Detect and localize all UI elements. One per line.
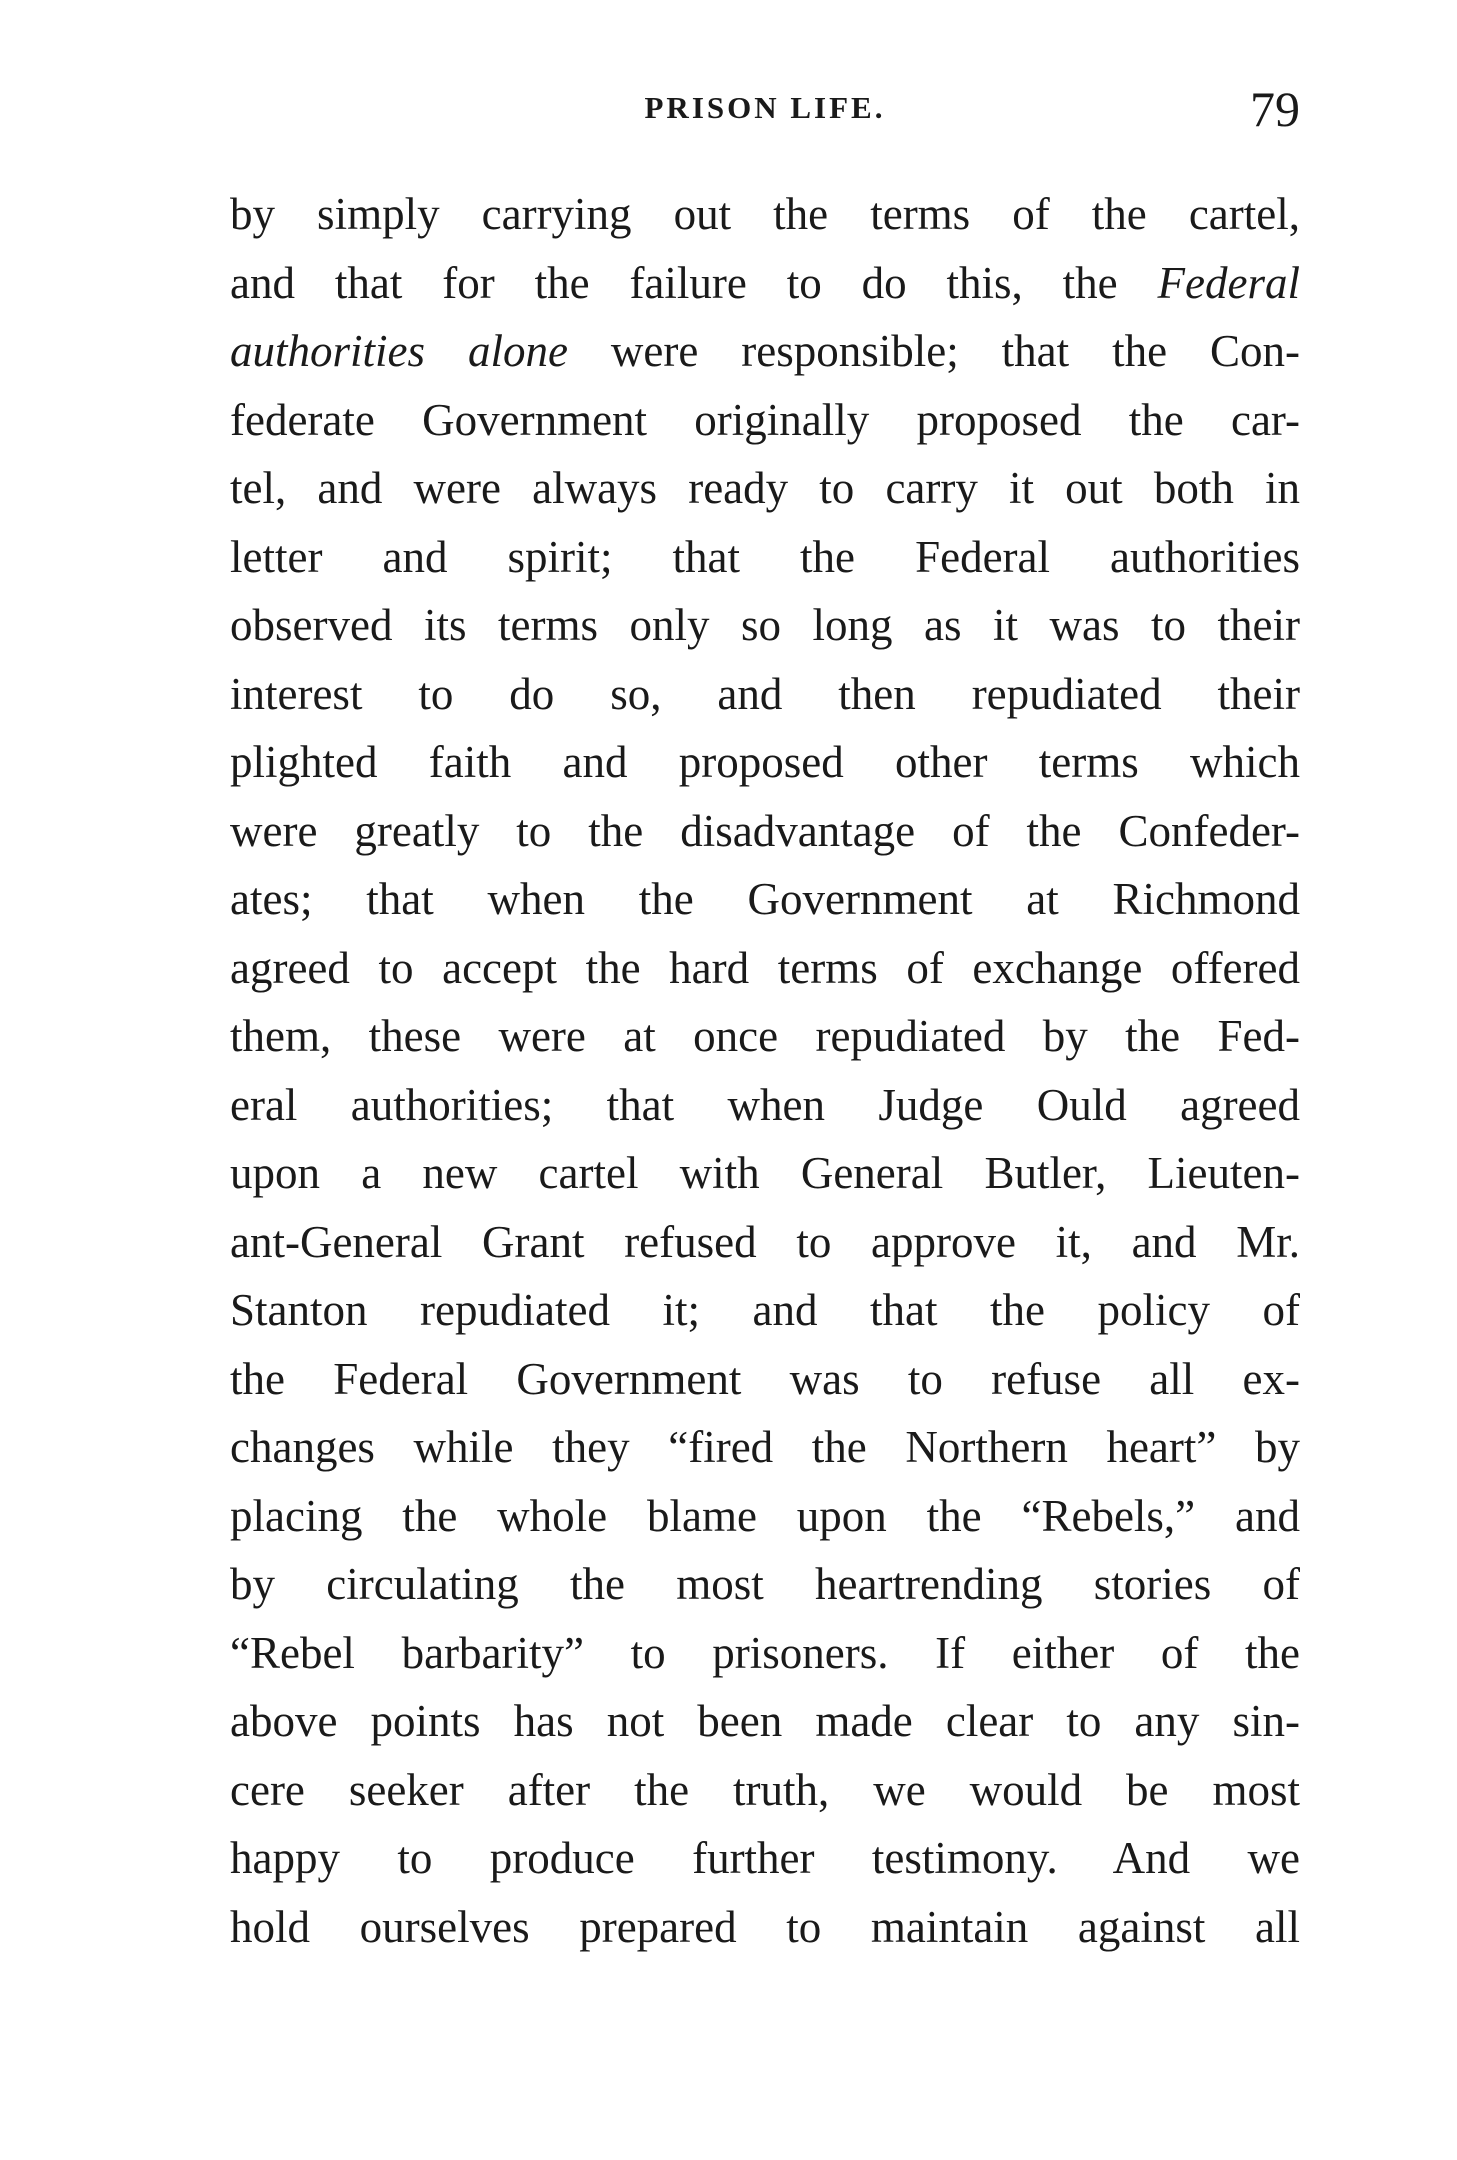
running-title: PRISON LIFE. [644,90,886,125]
text-line: interest to do so, and then repudiated their [230,668,1300,719]
text-line: ates; that when the Government at Richmond [230,874,1300,924]
text-line: letter and spirit; that the Federal authorities [230,531,1300,582]
body-text [230,180,1300,1961]
text-line: eral authorities; that when Judge Ould agreed [230,1079,1300,1130]
text-line: plighted faith and proposed other terms which [230,737,1300,787]
text-line: ant-General Grant refused to approve it, and Mr. [230,1216,1300,1267]
text-line [230,249,1300,318]
text-line: tel, and were always ready to carry it out both in [230,463,1300,513]
text-line: the Federal Government was to refuse all ex- [230,1353,1300,1404]
text-line: changes while they “fired the Northern heart” by [230,1422,1300,1472]
text-line: upon a new cartel with General Butler, Lieuten- [230,1148,1300,1198]
text-line: by simply carrying out the terms of the cartel, [230,189,1300,239]
text-line: above points has not been made clear to any sin- [230,1696,1300,1746]
text-line: federate Government originally proposed the car- [230,394,1300,445]
text-segment: were responsible; that the Con- [610,326,1300,376]
text-line: by circulating the most heartrending stories of [230,1559,1300,1609]
text-line [230,317,1300,386]
text-line: cere seeker after the truth, we would be most [230,1764,1300,1815]
text-line: placing the whole blame upon the “Rebels,” and [230,1490,1300,1541]
text-line: hold ourselves prepared to maintain against all [230,1901,1300,1952]
text-line: observed its terms only so long as it was to their [230,600,1300,650]
text-line: them, these were at once repudiated by the Fed- [230,1011,1300,1061]
text-line: “Rebel barbarity” to prisoners. If either of the [230,1627,1300,1678]
italic-segment: authorities alone [230,326,568,376]
page-number: 79 [1250,81,1300,137]
text-line: Stanton repudiated it; and that the policy of [230,1285,1300,1335]
running-head [230,80,1300,140]
italic-segment: Federal [1157,257,1300,308]
text-segment: and that for the failure to do this, the [230,257,1118,308]
text-line: were greatly to the disadvantage of the Confeder- [230,805,1300,856]
text-line: agreed to accept the hard terms of exchange offered [230,942,1300,993]
text-line: happy to produce further testimony. And we [230,1833,1300,1883]
